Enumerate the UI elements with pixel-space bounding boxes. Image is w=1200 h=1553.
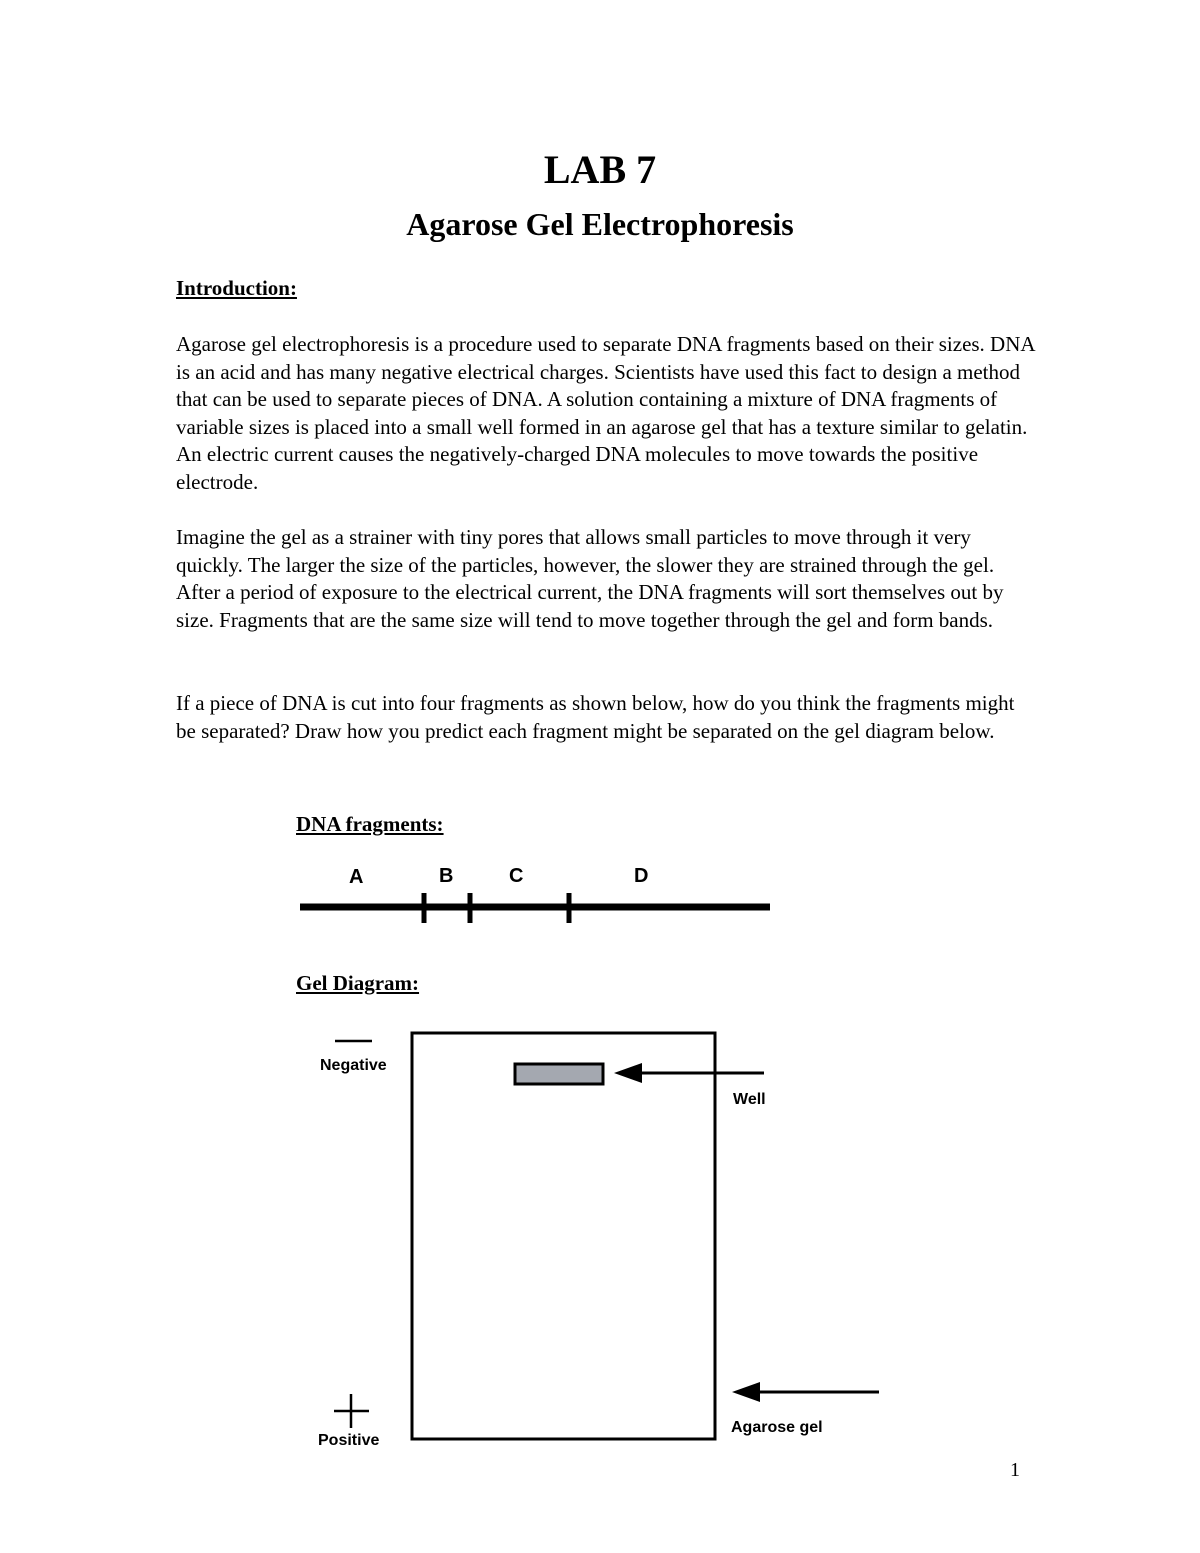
dna-fragments-heading: DNA fragments:	[296, 812, 444, 836]
page-subtitle: Agarose Gel Electrophoresis	[406, 206, 794, 242]
negative-label: Negative	[320, 1057, 387, 1074]
well-arrow-head	[614, 1063, 642, 1083]
fragment-label-a: A	[349, 866, 364, 888]
page-title: LAB 7	[543, 147, 657, 192]
well	[515, 1064, 603, 1084]
page-number: 1	[1010, 1459, 1020, 1481]
positive-label: Positive	[318, 1432, 380, 1449]
intro-paragraph-1: Agarose gel electrophoresis is a procedure used to separate DNA fragments based on their sizes. DNA is an acid and has many negative electrical charges. Scientists have used this fact to design a method that can be used to separate pieces of DNA. A solution containing a mixture of DNA fragments of variable sizes is placed into a small well formed in an agarose gel that has a texture similar to gelatin. An electric current causes the negatively-charged DNA molecules to move towards the positive electrode.	[176, 332, 1035, 494]
introduction-heading: Introduction:	[176, 276, 297, 300]
well-label: Well	[733, 1091, 766, 1108]
fragment-label-c: C	[509, 865, 524, 887]
gel-diagram-heading: Gel Diagram:	[296, 971, 420, 995]
fragment-label-b: B	[439, 865, 454, 887]
intro-paragraph-2: Imagine the gel as a strainer with tiny pores that allows small particles to move through it very quickly. The larger the size of the particles, however, the slower they are strained through the gel. After a period of exposure to the electrical current, the DNA fragments will sort themselves out by size. Fragments that are the same size will tend to move together through the gel and form bands.	[176, 525, 1004, 632]
agarose-gel-label: Agarose gel	[731, 1419, 823, 1436]
gel-arrow-head	[732, 1382, 760, 1402]
fragment-label-d: D	[634, 865, 649, 887]
gel-box	[412, 1033, 715, 1439]
intro-paragraph-3: If a piece of DNA is cut into four fragments as shown below, how do you think the fragments might be separated? Draw how you predict each fragment might be separated on the gel diagram below.	[176, 691, 1015, 743]
